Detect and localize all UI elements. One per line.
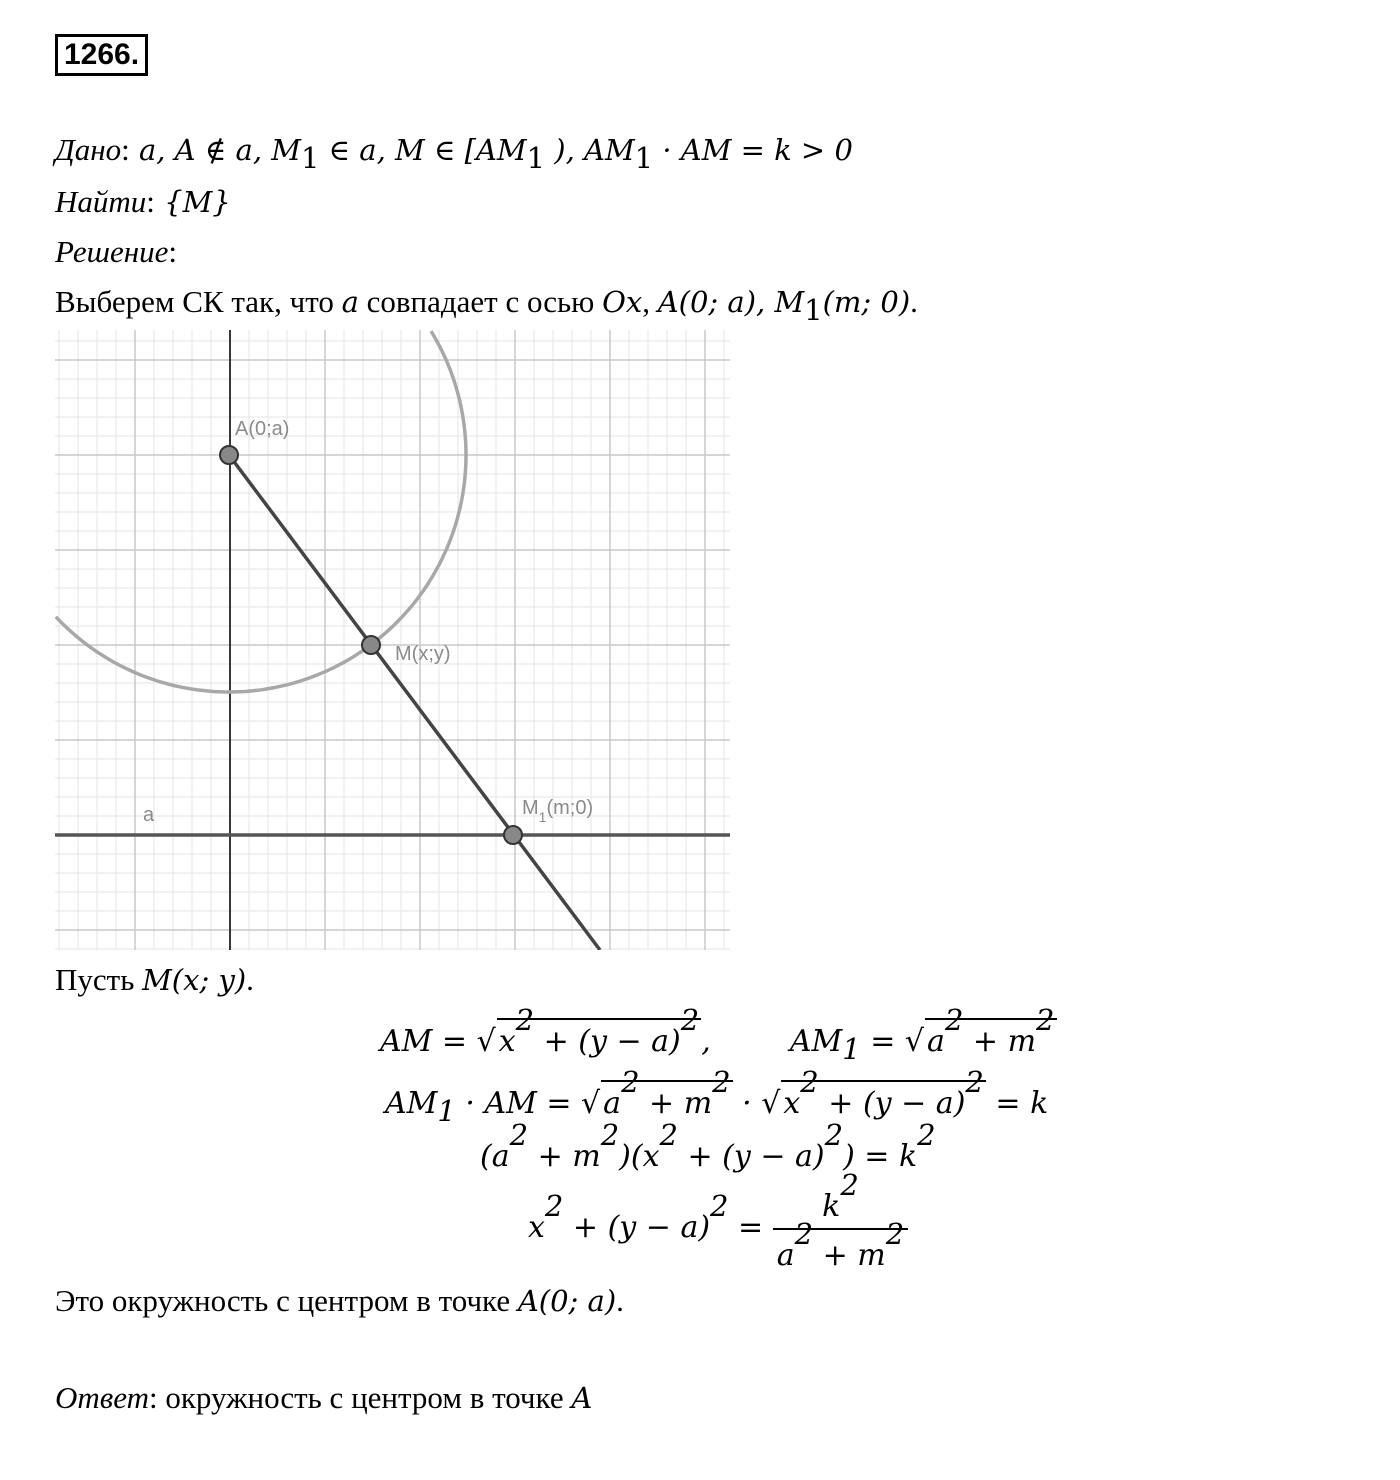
equation-2: $AM_1$ · AM = √ $a^2 + m^2$ · √ $x^2 + (y - a)^2 = k$ bbox=[385, 1065, 1049, 1128]
conclusion-line: Это окружность с центром в точке A(0; a). bbox=[55, 1283, 624, 1318]
let-line: Пусть M(x; y). bbox=[55, 962, 254, 997]
given-line: Дано: a, A ∉ a, $M_1$ ∈ a, M ∈ [$AM_1$ ), $AM_1$ · AM = k > 0 bbox=[55, 132, 853, 176]
equation-3: $(a^2 + m^2)(x^2 + (y - a)^2) = k^2$ bbox=[480, 1118, 936, 1174]
solution-label: Решение bbox=[55, 234, 169, 269]
equation-4: $x^2 + (y - a)^2$ = $\frac{k^2}{a^2 + m^2}$ bbox=[528, 1185, 908, 1273]
choose-cs-line: Выберем СК так, что a совпадает с осью Ox, A(0; a), $M_1(m$; 0). bbox=[55, 284, 918, 328]
given-label: Дано bbox=[55, 132, 122, 167]
equation-1: AM = √ $x^2 + (y - a)^2$, $AM_1$ = √ $a^2 + m^2$ bbox=[380, 1003, 1055, 1066]
find-line: Найти: {M} bbox=[55, 184, 231, 219]
fraction: $\frac{k^2}{a^2 + m^2}$ bbox=[773, 1185, 908, 1273]
label-M: M(x;y) bbox=[395, 643, 451, 665]
geometry-figure bbox=[55, 330, 735, 950]
point-M1 bbox=[504, 826, 522, 844]
solution-line: Решение: bbox=[55, 234, 177, 269]
grid-minor bbox=[55, 330, 730, 950]
task-number: 1266. bbox=[55, 34, 148, 76]
point-M bbox=[362, 636, 380, 654]
label-A: A(0;a) bbox=[235, 418, 290, 440]
label-line-a: a bbox=[143, 804, 155, 826]
answer-line: Ответ: окружность с центром в точке A bbox=[55, 1380, 593, 1415]
point-A bbox=[220, 446, 238, 464]
answer-label: Ответ bbox=[55, 1380, 149, 1415]
find-label: Найти bbox=[55, 184, 147, 219]
label-M1: $M_1(m;0)$ bbox=[522, 797, 594, 825]
